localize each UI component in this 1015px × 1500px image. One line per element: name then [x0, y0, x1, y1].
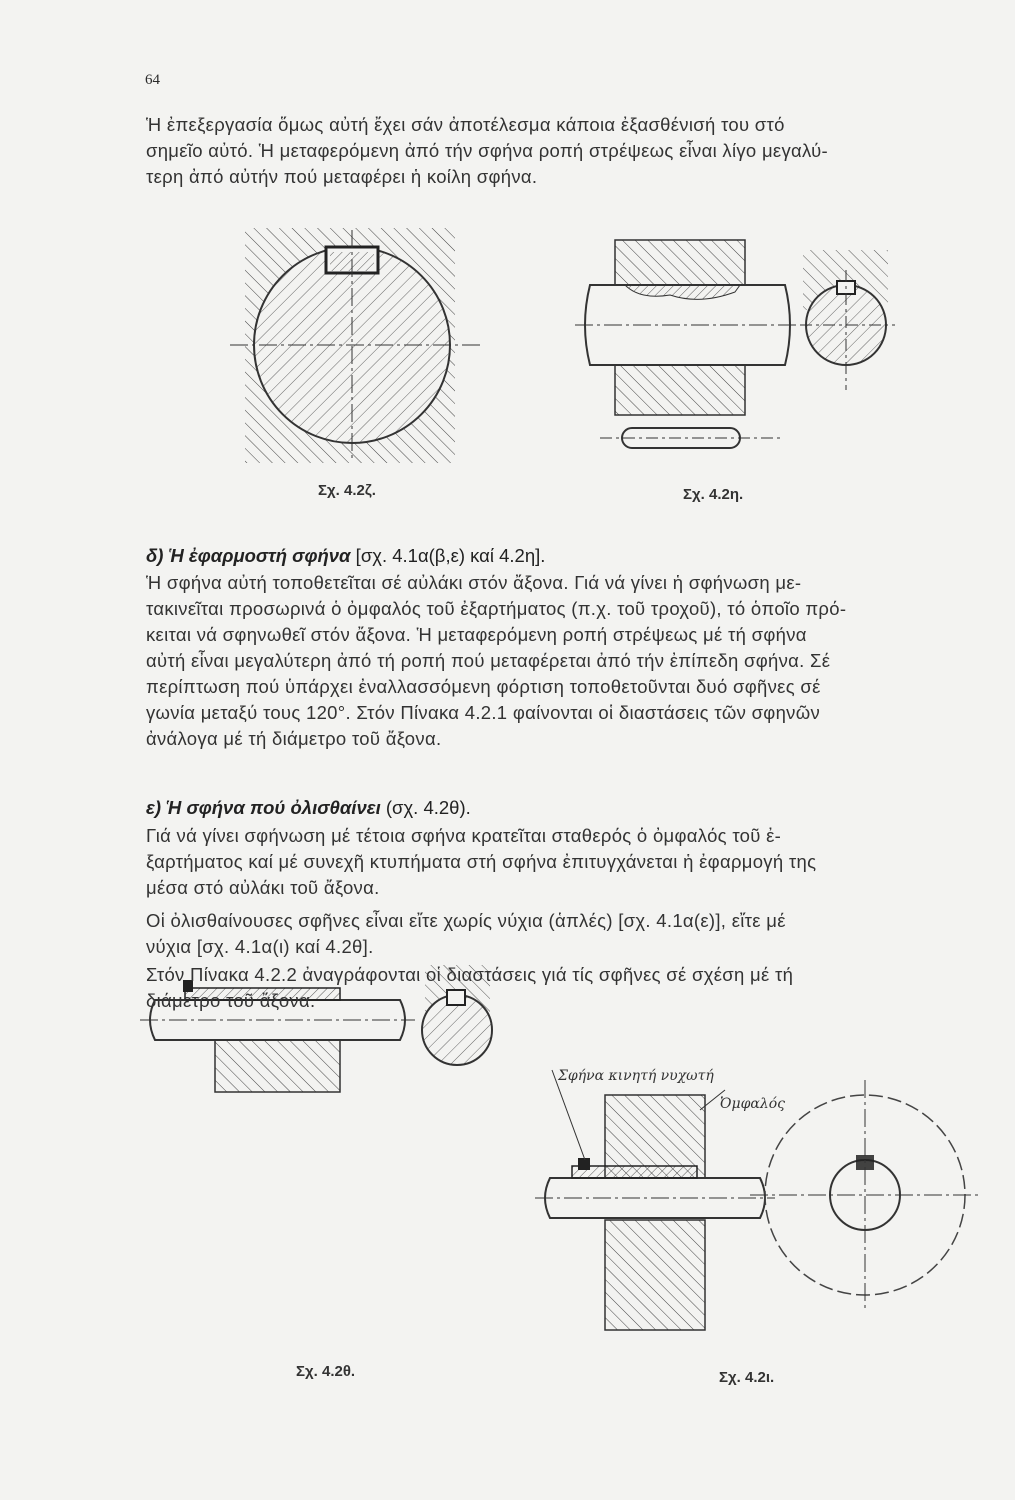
section-e-prefix: ε) [146, 797, 167, 818]
section-e-body [146, 823, 982, 901]
section-e-title: Ἡ σφήνα πού ὀλισθαίνει [166, 797, 381, 818]
text-line: κειται νά σφηνωθεῖ στόν ἄξονα. Ἡ μεταφερόμενη ροπή στρέψεως μέ τή σφήνα [146, 624, 807, 645]
text-line: Γιά νά γίνει σφήνωση μέ τέτοια σφήνα κρατεῖται σταθερός ὁ ὀμφαλός τοῦ ἐ- [146, 825, 782, 846]
text-line: διάμετρο τοῦ ἄξονα. [146, 990, 316, 1011]
text-line: τερη ἀπό αὐτήν πού μεταφέρει ἡ κοίλη σφήνα. [146, 166, 538, 187]
section-e-ref: (σχ. 4.2θ). [380, 797, 471, 818]
caption-fig-4-2-theta: Σχ. 4.2θ. [296, 1363, 356, 1380]
caption-fig-4-2-iota: Σχ. 4.2ι. [719, 1369, 775, 1386]
label-hub: Ὀμφαλός [720, 1096, 785, 1112]
page-number: 64 [145, 72, 160, 88]
text-line: Οἱ ὀλισθαίνουσες σφῆνες εἶναι εἴτε χωρίς νύχια (ἁπλές) [σχ. 4.1α(ε)], εἴτε μέ [146, 910, 786, 931]
text-line: αὐτή εἶναι μεγαλύτερη ἀπό τή ροπή πού μεταφέρεται ἀπό τήν ἐπίπεδη σφήνα. Σέ [146, 650, 831, 671]
caption-fig-4-2-zeta: Σχ. 4.2ζ. [318, 482, 376, 499]
section-e-body-3 [146, 962, 982, 1014]
text-line: Στόν Πίνακα 4.2.2 ἀναγράφονται οἱ διαστάσεις γιά τίς σφῆνες σέ σχέση μέ τή [146, 964, 794, 985]
text-line: περίπτωση πού ὑπάρχει ἐναλλασσόμενη φόρτιση τοποθετοῦνται δυό σφῆνες σέ [146, 676, 821, 697]
text-line: Ἡ σφήνα αὐτή τοποθετεῖται σέ αὐλάκι στόν ἄξονα. Γιά νά γίνει ἡ σφήνωση με- [146, 572, 802, 593]
text-line: Ἡ ἐπεξεργασία ὅμως αὐτή ἔχει σάν ἀποτέλεσμα κάποια ἐξασθένισή του στό [146, 114, 785, 135]
section-d-prefix: δ) [146, 545, 169, 566]
text-line: ἀνάλογα μέ τή διάμετρο τοῦ ἄξονα. [146, 728, 442, 749]
caption-fig-4-2-eta: Σχ. 4.2η. [683, 486, 744, 503]
section-d-body [146, 570, 982, 752]
text-line: γωνία μεταξύ τους 120°. Στόν Πίνακα 4.2.1 φαίνονται οἱ διαστάσεις τῶν σφηνῶν [146, 702, 821, 723]
section-d-ref: [σχ. 4.1α(β,ε) καί 4.2η]. [350, 545, 546, 566]
section-e-body-2 [146, 908, 982, 960]
section-e-heading [146, 797, 471, 819]
text-line: σημεῖο αὐτό. Ἡ μεταφερόμενη ἀπό τήν σφήνα ροπή στρέψεως εἶναι λίγο μεγαλύ- [146, 140, 829, 161]
section-d-title: Ἡ ἐφαρμοστή σφήνα [168, 545, 351, 566]
section-d-heading [146, 545, 545, 567]
text-line: τακινεῖται προσωρινά ὁ ὀμφαλός τοῦ ἐξαρτήματος (π.χ. τοῦ τροχοῦ), τό ὁποῖο πρό- [146, 598, 847, 619]
figure-4-2-eta [575, 240, 895, 448]
text-line: ξαρτήματος καί μέ συνεχῆ κτυπήματα στή σφήνα ἐπιτυγχάνεται ἡ ἐφαρμογή της [146, 851, 817, 872]
figure-4-2-iota [535, 1068, 980, 1330]
text-line: μέσα στό αὐλάκι τοῦ ἄξονα. [146, 877, 380, 898]
figure-4-2-zeta [230, 228, 480, 463]
label-key: Σφήνα κινητή νυχωτή [558, 1068, 714, 1084]
text-line: νύχια [σχ. 4.1α(ι) καί 4.2θ]. [146, 936, 374, 957]
